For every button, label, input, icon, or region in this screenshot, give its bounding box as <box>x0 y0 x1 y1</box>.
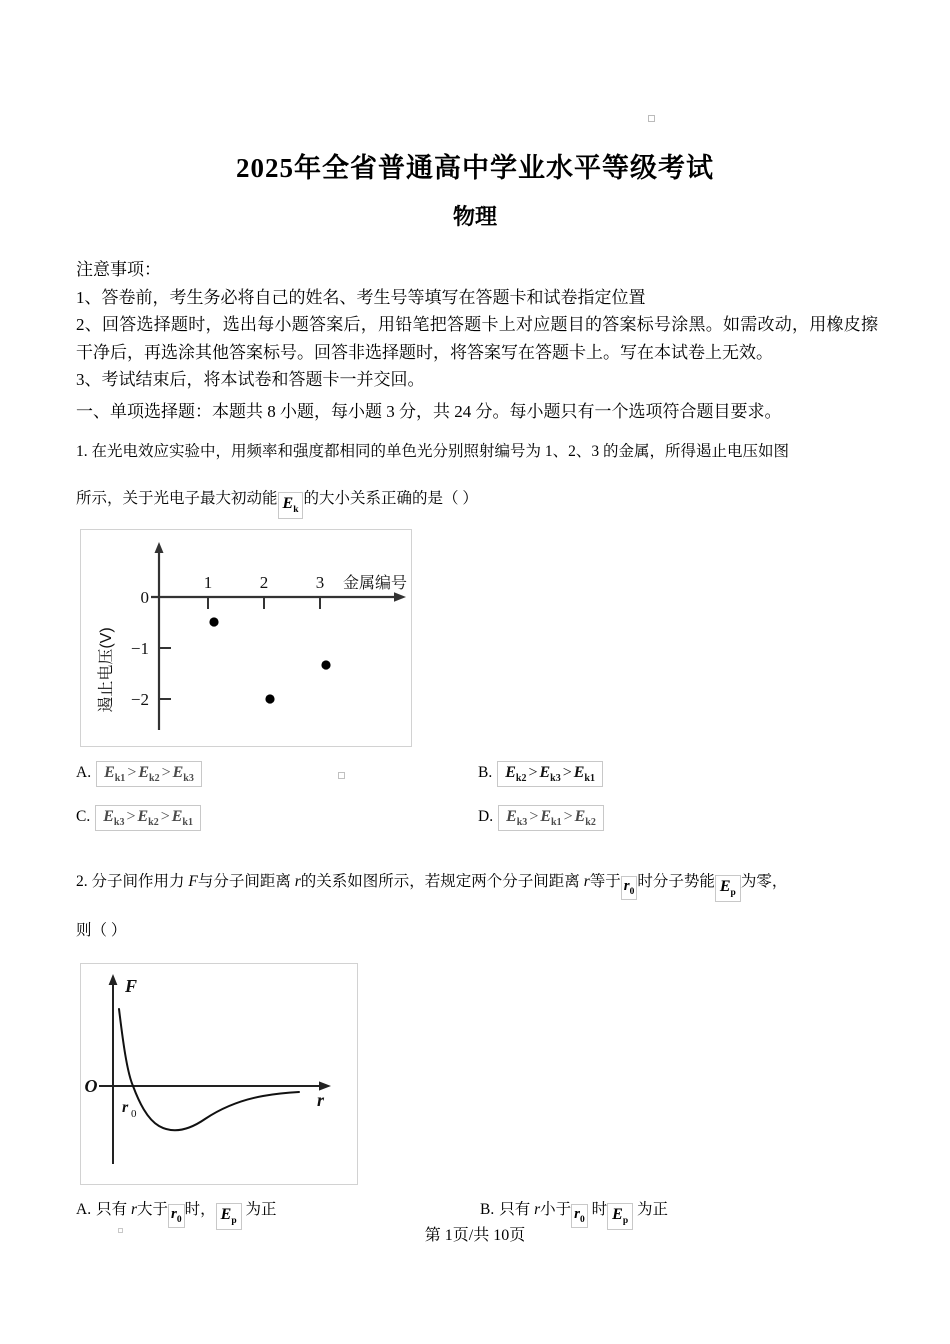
svg-text:r: r <box>317 1090 325 1110</box>
option-b-formula: $E_{k2} > E_{k3} > E_{k1}$ <box>497 761 603 787</box>
question-1-option-c[interactable] <box>76 805 201 831</box>
page-footer: 第 1页/共 10页 <box>424 1227 526 1244</box>
q2-option-b-letter: B. <box>480 1201 495 1218</box>
svg-text:金属编号: 金属编号 <box>343 574 408 592</box>
stopping-voltage-svg <box>81 530 411 746</box>
q2-option-a-letter: A. <box>76 1201 92 1218</box>
symbol-r-1: r <box>294 872 301 890</box>
question-2-number: 2. <box>76 872 88 890</box>
stray-square-marker-1 <box>338 768 345 786</box>
q2-option-b-ep-chip: $E_p$ <box>607 1203 633 1230</box>
page-subtitle: 物理 <box>452 204 497 230</box>
option-a-letter: A. <box>76 764 92 782</box>
q2-option-b-p2: 小于 <box>540 1201 572 1218</box>
question-1-number: 1. <box>76 442 88 460</box>
q2-option-b-p3: 时 <box>591 1201 608 1218</box>
svg-text:3: 3 <box>315 572 325 592</box>
question-2-stem-then: 则（ ） <box>76 921 127 939</box>
svg-text:−1: −1 <box>130 638 149 658</box>
option-b-letter: B. <box>478 764 493 782</box>
q2-option-a-p2: 大于 <box>137 1201 169 1218</box>
question-1-stem-part3: 的大小关系正确的是（ ） <box>303 489 478 507</box>
question-1-stem-part1: 在光电效应实验中，用频率和强度都相同的单色光分别照射编号为 1、2、3 的金属，所得遏止电压如图 <box>91 442 790 460</box>
svg-text:O: O <box>84 1076 98 1096</box>
q2-option-a-r0-chip: $r_0$ <box>168 1204 185 1228</box>
svg-text:−2: −2 <box>130 689 149 709</box>
q2-option-a-p4: 为正 <box>245 1201 277 1218</box>
question-2-stem-b: 与分子间距离 <box>197 872 291 890</box>
svg-text:0: 0 <box>131 1108 137 1120</box>
question-1-option-a[interactable] <box>76 761 202 787</box>
question-2-stem-c: 的关系如图所示，若规定两个分子间距离 <box>300 872 580 890</box>
option-d-letter: D. <box>478 808 494 826</box>
figure-molecular-force-curve <box>80 963 358 1185</box>
svg-text:r: r <box>122 1099 129 1116</box>
formula-ek-chip: $E_k$ <box>278 492 304 519</box>
formula-r0-chip-stem: $r_0$ <box>621 876 638 900</box>
molecular-force-svg <box>81 964 357 1184</box>
question-1-options-row-2 <box>76 805 878 835</box>
question-2-text-line1 <box>76 869 878 902</box>
question-2-stem-e: 时分子势能 <box>637 872 715 890</box>
q2-option-a-symbol-r: r <box>130 1201 138 1218</box>
symbol-F: F <box>188 872 198 890</box>
question-1-stem-part2: 所示，关于光电子最大初动能 <box>76 489 278 507</box>
symbol-r-2: r <box>583 872 590 890</box>
paper-content <box>0 257 950 1227</box>
option-c-formula: $E_{k3} > E_{k2} > E_{k1}$ <box>95 805 201 831</box>
notice-item-1: 1、答卷前，考生务必将自己的姓名、考生号等填写在答题卡和试卷指定位置 <box>76 287 646 307</box>
question-2-stem-a: 分子间作用力 <box>91 872 185 890</box>
section-heading-single-choice: 一、单项选择题：本题共 8 小题，每小题 3 分，共 24 分。每小题只有一个选项符合题目要求。 <box>76 401 782 421</box>
q2-option-a-p3: 时， <box>184 1201 216 1218</box>
question-1-option-d[interactable] <box>478 805 604 831</box>
svg-text:2: 2 <box>259 572 269 592</box>
question-2-stem-d: 等于 <box>589 872 621 890</box>
question-1-options-row-1 <box>76 761 878 791</box>
option-a-formula: $E_{k1} > E_{k2} > E_{k3}$ <box>96 761 202 787</box>
q2-option-a-ep-chip: $E_p$ <box>216 1203 242 1230</box>
q2-option-b-r0-chip: $r_0$ <box>571 1204 588 1228</box>
q2-option-a-p1: 只有 <box>96 1201 128 1218</box>
notice-heading: 注意事项： <box>76 259 161 279</box>
option-c-letter: C. <box>76 808 91 826</box>
q2-option-b-symbol-r: r <box>534 1201 541 1218</box>
q2-option-b-p4: 为正 <box>637 1201 669 1218</box>
page-title: 2025年全省普通高中学业水平等级考试 <box>236 153 714 183</box>
question-2-stem-f: 为零， <box>740 872 788 890</box>
notice-item-3: 3、考试结束后，将本试卷和答题卡一并交回。 <box>76 370 425 390</box>
svg-text:遏止电压(V): 遏止电压(V) <box>98 627 115 713</box>
q2-option-b-p1: 只有 <box>499 1201 531 1218</box>
option-d-formula: $E_{k3} > E_{k1} > E_{k2}$ <box>498 805 604 831</box>
svg-text:F: F <box>125 976 138 996</box>
question-1-text-line1 <box>76 439 878 464</box>
svg-text:1: 1 <box>203 572 213 592</box>
svg-text:0: 0 <box>140 587 149 607</box>
figure-stopping-voltage-chart <box>80 529 412 747</box>
formula-ep-chip-stem: $E_p$ <box>715 875 741 902</box>
question-1-text-line2 <box>76 486 878 519</box>
notice-item-2: 2、回答选择题时，选出每小题答案后，用铅笔把答题卡上对应题目的答案标号涂黑。如需改动，用橡皮擦干净后，再选涂其他答案标号。回答非选择题时，将答案写在答题卡上。写在本试卷上无效。 <box>76 315 878 362</box>
stray-placeholder-box <box>648 115 655 122</box>
question-2-text-line2 <box>76 918 878 943</box>
question-1-option-b[interactable] <box>478 761 603 787</box>
